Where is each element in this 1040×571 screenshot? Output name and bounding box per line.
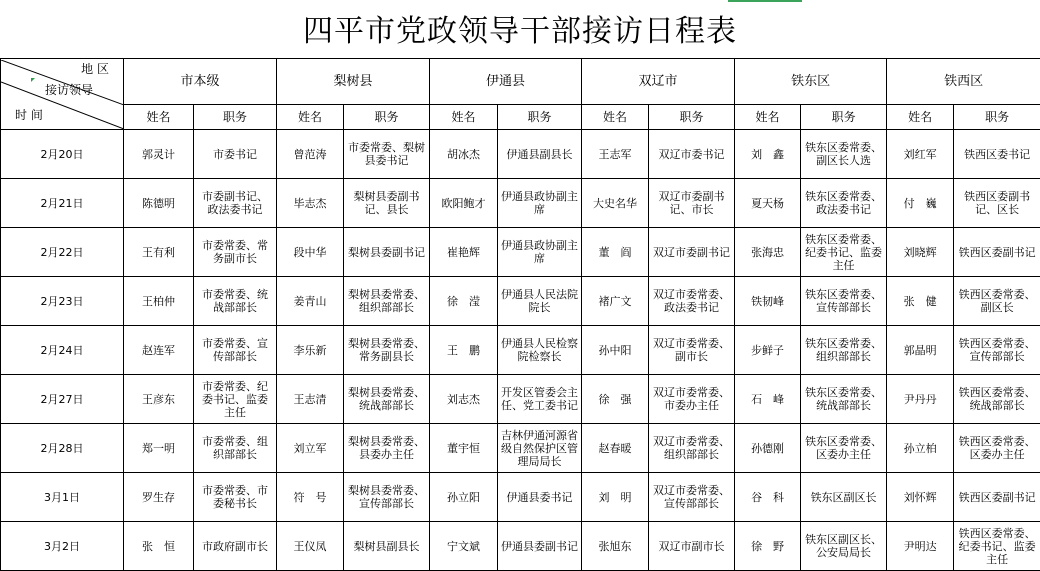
leader-name-cell[interactable]: 李乐新 [277,326,344,375]
leader-name-cell[interactable]: 王志军 [582,130,649,179]
leader-position-cell[interactable]: 市委常委、组织部部长 [194,424,277,473]
date-cell[interactable]: 3月2日 [1,522,124,571]
leader-name-cell[interactable]: 张旭东 [582,522,649,571]
leader-position-cell[interactable]: 铁西区委常委、纪委书记、监委主任 [954,522,1040,571]
leader-name-cell[interactable]: 王志清 [277,375,344,424]
leader-name-cell[interactable]: 张 健 [887,277,954,326]
leader-name-cell[interactable]: 崔艳辉 [430,228,498,277]
leader-position-cell[interactable]: 市委常委、常务副市长 [194,228,277,277]
leader-name-cell[interactable]: 郑一明 [124,424,194,473]
job-column-header[interactable]: 职务 [498,105,582,130]
leader-position-cell[interactable]: 铁东区委常委、副区长人选 [801,130,887,179]
leader-position-cell[interactable]: 梨树县委常委、组织部部长 [344,277,430,326]
leader-name-cell[interactable]: 徐 滢 [430,277,498,326]
leader-position-cell[interactable]: 梨树县副县长 [344,522,430,571]
leader-name-cell[interactable]: 董宇恒 [430,424,498,473]
table-row [1,473,1040,522]
leader-position-cell[interactable]: 双辽市委副书记 [649,228,735,277]
job-column-header[interactable]: 职务 [194,105,277,130]
leader-name-cell[interactable]: 姜青山 [277,277,344,326]
leader-name-cell[interactable]: 步鲜子 [735,326,801,375]
leader-position-cell[interactable]: 铁西区委书记 [954,130,1040,179]
leader-position-cell[interactable]: 伊通县人民检察院检察长 [498,326,582,375]
leader-name-cell[interactable]: 宁文斌 [430,522,498,571]
table-row [1,424,1040,473]
leader-name-cell[interactable]: 尹丹丹 [887,375,954,424]
name-column-header[interactable]: 姓名 [887,105,954,130]
region-header-5[interactable]: 铁西区 [887,59,1040,105]
leader-name-cell[interactable]: 夏天杨 [735,179,801,228]
date-cell[interactable]: 2月23日 [1,277,124,326]
leader-name-cell[interactable]: 褚广文 [582,277,649,326]
leader-position-cell[interactable]: 铁东区委常委、统战部部长 [801,375,887,424]
leader-position-cell[interactable]: 梨树县委常委、常务副县长 [344,326,430,375]
leader-position-cell[interactable]: 铁东区委常委、组织部部长 [801,326,887,375]
leader-name-cell[interactable]: 刘怀辉 [887,473,954,522]
leader-position-cell[interactable]: 铁西区委常委、区委办主任 [954,424,1040,473]
leader-position-cell[interactable]: 双辽市委常委、副市长 [649,326,735,375]
leader-name-cell[interactable]: 罗生存 [124,473,194,522]
leader-name-cell[interactable]: 刘 明 [582,473,649,522]
leader-position-cell[interactable]: 市委副书记、政法委书记 [194,179,277,228]
region-header-4[interactable]: 铁东区 [735,59,887,105]
leader-name-cell[interactable]: 胡冰杰 [430,130,498,179]
leader-name-cell[interactable]: 段中华 [277,228,344,277]
region-header-2[interactable]: 伊通县 [430,59,582,105]
leader-name-cell[interactable]: 刘立军 [277,424,344,473]
leader-name-cell[interactable]: 付 巍 [887,179,954,228]
leader-position-cell[interactable]: 市委常委、统战部部长 [194,277,277,326]
name-column-header[interactable]: 姓名 [430,105,498,130]
leader-position-cell[interactable]: 伊通县政协副主席 [498,228,582,277]
table-row [1,130,1040,179]
date-cell[interactable]: 3月1日 [1,473,124,522]
corner-leader-label: 接访领导 [45,82,94,97]
leader-name-cell[interactable]: 张 恒 [124,522,194,571]
leader-position-cell[interactable]: 双辽市委书记 [649,130,735,179]
name-column-header[interactable]: 姓名 [277,105,344,130]
name-column-header[interactable]: 姓名 [124,105,194,130]
leader-name-cell[interactable]: 刘晓辉 [887,228,954,277]
leader-position-cell[interactable]: 铁东区委常委、纪委书记、监委主任 [801,228,887,277]
job-column-header[interactable]: 职务 [344,105,430,130]
leader-name-cell[interactable]: 毕志杰 [277,179,344,228]
leader-position-cell[interactable]: 双辽市委常委、政法委书记 [649,277,735,326]
selection-mark [728,0,802,2]
leader-position-cell[interactable]: 开发区管委会主任、党工委书记 [498,375,582,424]
leader-position-cell[interactable]: 双辽市委常委、市委办主任 [649,375,735,424]
leader-name-cell[interactable]: 赵春暖 [582,424,649,473]
leader-name-cell[interactable]: 董 阎 [582,228,649,277]
leader-position-cell[interactable]: 伊通县人民法院院长 [498,277,582,326]
leader-position-cell[interactable]: 伊通县委书记 [498,473,582,522]
leader-position-cell[interactable]: 铁西区委常委、宣传部部长 [954,326,1040,375]
leader-name-cell[interactable]: 曾范涛 [277,130,344,179]
leader-position-cell[interactable]: 铁东区副区长 [801,473,887,522]
leader-name-cell[interactable]: 铁韧峰 [735,277,801,326]
job-column-header[interactable]: 职务 [649,105,735,130]
leader-position-cell[interactable]: 铁西区委副书记 [954,473,1040,522]
date-cell[interactable]: 2月22日 [1,228,124,277]
leader-position-cell[interactable]: 伊通县政协副主席 [498,179,582,228]
leader-position-cell[interactable]: 市委常委、纪委书记、监委主任 [194,375,277,424]
table-row [1,277,1040,326]
corner-time-label: 时 间 [15,107,43,122]
page-title: 四平市党政领导干部接访日程表 [303,14,737,49]
leader-position-cell[interactable]: 铁西区委副书记、区长 [954,179,1040,228]
corner-area-label: 地 区 [81,61,109,76]
date-cell[interactable]: 2月28日 [1,424,124,473]
leader-name-cell[interactable]: 谷 科 [735,473,801,522]
name-column-header[interactable]: 姓名 [735,105,801,130]
leader-position-cell[interactable]: 铁东区委常委、政法委书记 [801,179,887,228]
leader-name-cell[interactable]: 刘 鑫 [735,130,801,179]
corner-header-cell[interactable] [1,59,124,130]
leader-name-cell[interactable]: 王仪凤 [277,522,344,571]
date-cell[interactable]: 2月27日 [1,375,124,424]
leader-name-cell[interactable]: 王 鹏 [430,326,498,375]
leader-position-cell[interactable]: 梨树县委常委、宣传部部长 [344,473,430,522]
job-column-header[interactable]: 职务 [801,105,887,130]
leader-position-cell[interactable]: 铁西区委常委、副区长 [954,277,1040,326]
leader-position-cell[interactable]: 双辽市副市长 [649,522,735,571]
job-column-header[interactable]: 职务 [954,105,1040,130]
leader-position-cell[interactable]: 市政府副市长 [194,522,277,571]
date-cell[interactable]: 2月20日 [1,130,124,179]
leader-position-cell[interactable]: 梨树县委副书记、县长 [344,179,430,228]
leader-name-cell[interactable]: 大史名华 [582,179,649,228]
table-row [1,228,1040,277]
leader-position-cell[interactable]: 铁东区副区长、公安局局长 [801,522,887,571]
top-edge [0,0,1040,3]
leader-position-cell[interactable]: 市委常委、宣传部部长 [194,326,277,375]
leader-name-cell[interactable]: 尹明达 [887,522,954,571]
leader-position-cell[interactable]: 市委常委、市委秘书长 [194,473,277,522]
leader-position-cell[interactable]: 铁西区委常委、统战部部长 [954,375,1040,424]
leader-position-cell[interactable]: 铁东区委常委、宣传部部长 [801,277,887,326]
leader-name-cell[interactable]: 陈德明 [124,179,194,228]
leader-name-cell[interactable]: 刘红军 [887,130,954,179]
region-header-0[interactable]: 市本级 [124,59,277,105]
leader-name-cell[interactable]: 欧阳鲍才 [430,179,498,228]
leader-position-cell[interactable]: 市委常委、梨树县委书记 [344,130,430,179]
leader-name-cell[interactable]: 刘志杰 [430,375,498,424]
comment-marker-icon [31,78,35,82]
leader-position-cell[interactable]: 双辽市委常委、宣传部部长 [649,473,735,522]
schedule-table [0,58,1040,571]
leader-name-cell[interactable]: 徐 野 [735,522,801,571]
region-header-3[interactable]: 双辽市 [582,59,735,105]
leader-position-cell[interactable]: 市委书记 [194,130,277,179]
leader-name-cell[interactable]: 郭灵计 [124,130,194,179]
leader-position-cell[interactable]: 梨树县委副书记 [344,228,430,277]
leader-name-cell[interactable]: 郭晶明 [887,326,954,375]
leader-position-cell[interactable]: 铁东区委常委、区委办主任 [801,424,887,473]
leader-position-cell[interactable]: 双辽市委常委、组织部部长 [649,424,735,473]
leader-position-cell[interactable]: 梨树县委常委、统战部部长 [344,375,430,424]
leader-position-cell[interactable]: 双辽市委副书记、市长 [649,179,735,228]
leader-position-cell[interactable]: 伊通县副县长 [498,130,582,179]
table-row [1,326,1040,375]
leader-name-cell[interactable]: 孙立阳 [430,473,498,522]
leader-name-cell[interactable]: 张海忠 [735,228,801,277]
date-cell[interactable]: 2月24日 [1,326,124,375]
leader-name-cell[interactable]: 徐 强 [582,375,649,424]
leader-name-cell[interactable]: 石 峰 [735,375,801,424]
leader-position-cell[interactable]: 铁西区委副书记 [954,228,1040,277]
leader-name-cell[interactable]: 孙德刚 [735,424,801,473]
region-header-1[interactable]: 梨树县 [277,59,430,105]
leader-name-cell[interactable]: 孙中阳 [582,326,649,375]
table-row [1,375,1040,424]
leader-name-cell[interactable]: 王有利 [124,228,194,277]
leader-position-cell[interactable]: 吉林伊通河源省级自然保护区管理局局长 [498,424,582,473]
leader-name-cell[interactable]: 王彦东 [124,375,194,424]
leader-position-cell[interactable]: 伊通县委副书记 [498,522,582,571]
date-cell[interactable]: 2月21日 [1,179,124,228]
leader-position-cell[interactable]: 梨树县委常委、县委办主任 [344,424,430,473]
leader-name-cell[interactable]: 赵连军 [124,326,194,375]
table-row [1,179,1040,228]
leader-name-cell[interactable]: 孙立柏 [887,424,954,473]
name-column-header[interactable]: 姓名 [582,105,649,130]
leader-name-cell[interactable]: 符 号 [277,473,344,522]
table-row [1,522,1040,571]
leader-name-cell[interactable]: 王柏仲 [124,277,194,326]
